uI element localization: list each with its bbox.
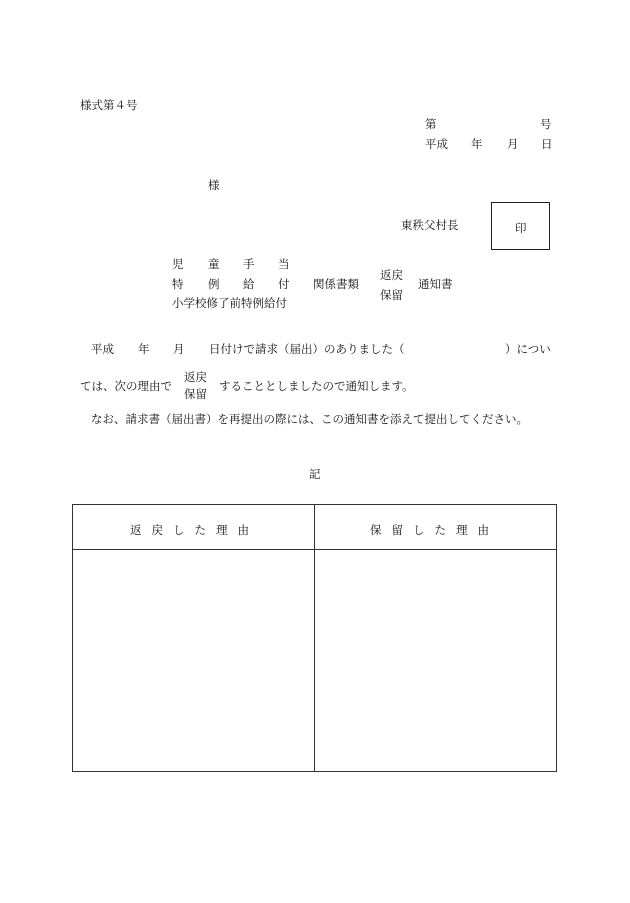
form-number: 様式第４号 <box>80 98 138 112</box>
allowance-2-c2: 例 <box>208 277 220 291</box>
body-paren-close: ）につい <box>505 342 551 356</box>
allowance-2-c1: 特 <box>172 277 184 291</box>
reasons-table <box>72 504 557 772</box>
subject-documents: 関係書類 <box>313 277 359 291</box>
ki-heading: 記 <box>309 467 321 481</box>
allowance-1-c1: 児 <box>172 257 184 271</box>
body-year-unit: 年 <box>138 342 150 356</box>
hold-reason-cell[interactable] <box>315 550 556 771</box>
body-date-suffix: 日付けで請求（届出）のありました（ <box>209 342 405 356</box>
issue-era: 平成 <box>425 137 448 151</box>
seal-box <box>491 202 550 250</box>
allowance-1-c4: 当 <box>278 257 290 271</box>
body-line2-suffix: することとしましたので通知します。 <box>219 379 414 393</box>
issue-month-unit: 月 <box>507 137 519 151</box>
header-return-reason: 返戻した理由 <box>130 523 259 537</box>
subject-action-hold: 保留 <box>380 288 403 302</box>
body-line2-prefix: ては、次の理由で <box>80 379 172 393</box>
header-hold-reason: 保留した理由 <box>370 523 499 537</box>
addressee-suffix: 様 <box>208 178 220 192</box>
body-action-hold: 保留 <box>184 387 207 401</box>
body-era: 平成 <box>91 342 114 356</box>
body-action-return: 返戻 <box>184 370 207 384</box>
body-month-unit: 月 <box>173 342 185 356</box>
body-line3: なお、請求書（届出書）を再提出の際には、この通知書を添えて提出してください。 <box>91 412 528 426</box>
subject-action-return: 返戻 <box>380 268 403 282</box>
allowance-2-c4: 付 <box>278 277 290 291</box>
seal-label: 印 <box>515 221 527 235</box>
allowance-3: 小学校修了前特例給付 <box>172 296 287 310</box>
return-reason-cell[interactable] <box>73 550 314 771</box>
issue-go: 号 <box>540 117 552 131</box>
issue-year-unit: 年 <box>471 137 483 151</box>
allowance-1-c3: 手 <box>243 257 255 271</box>
issue-day-unit: 日 <box>541 137 553 151</box>
sender-title: 東秩父村長 <box>401 218 459 232</box>
issue-dai: 第 <box>425 117 437 131</box>
allowance-2-c3: 給 <box>243 277 255 291</box>
allowance-1-c2: 童 <box>208 257 220 271</box>
subject-notice: 通知書 <box>418 277 453 291</box>
